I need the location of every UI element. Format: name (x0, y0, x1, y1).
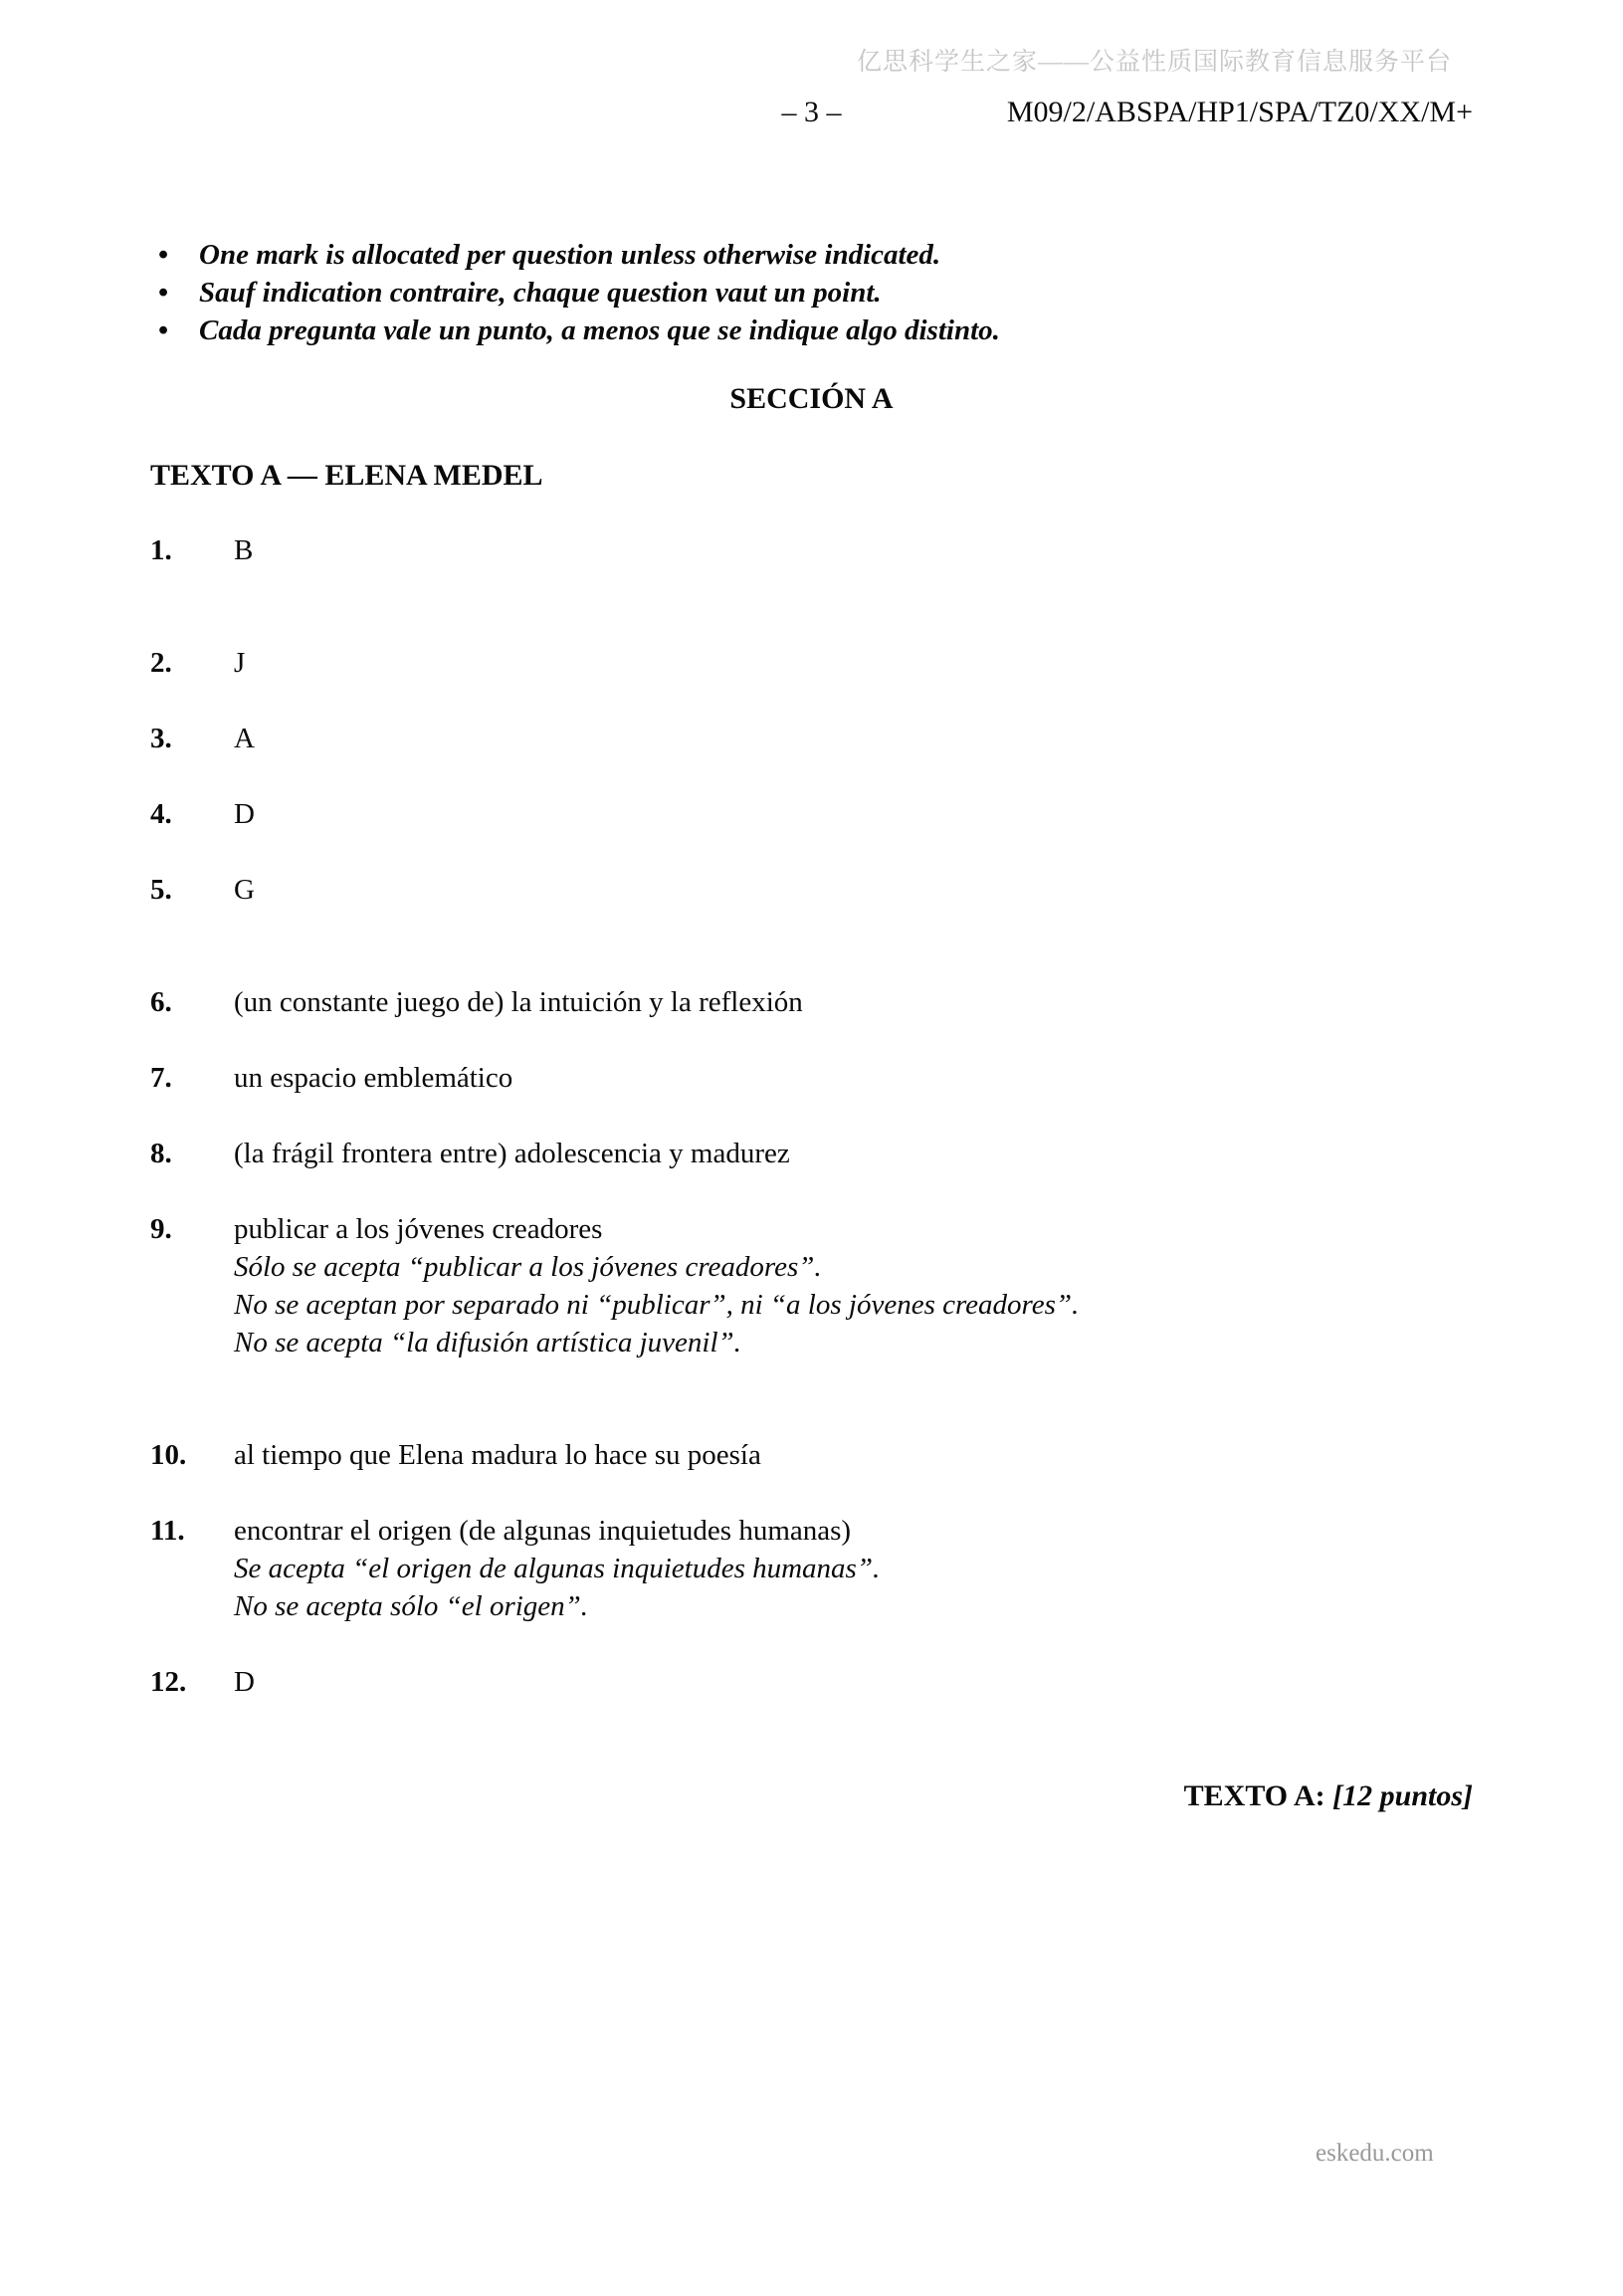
answer-note: Sólo se acepta “publicar a los jóvenes creadores”. (234, 1251, 822, 1283)
instruction-item: • Sauf indication contraire, chaque question vaut un point. (150, 274, 1473, 312)
footer-site-link: eskedu.com (1316, 2140, 1434, 2167)
answer-item (150, 871, 1473, 909)
instruction-item: • One mark is allocated per question unless otherwise indicated. (150, 236, 1473, 274)
total-line (150, 1777, 1473, 1815)
answer-item (150, 531, 1473, 569)
answer-text: G (234, 874, 255, 906)
answer-body (234, 871, 1473, 909)
answer-number: 1. (150, 534, 172, 566)
section-heading: SECCIÓN A (729, 382, 894, 415)
answer-body (234, 531, 1473, 569)
text-heading: TEXTO A — ELENA MEDEL (150, 459, 543, 492)
answer-item (150, 644, 1473, 682)
answer-number: 11. (150, 1515, 185, 1547)
answer-text: al tiempo que Elena madura lo hace su poesía (234, 1439, 761, 1471)
total-points: [12 puntos] (1332, 1779, 1473, 1812)
answer-number: 7. (150, 1062, 172, 1094)
answer-note: No se acepta sólo “el origen”. (234, 1590, 589, 1622)
answer-body (234, 1135, 1473, 1172)
answer-number: 5. (150, 874, 172, 906)
answer-text: B (234, 534, 254, 566)
answer-number: 9. (150, 1213, 172, 1245)
answer-note: Se acepta “el origen de algunas inquietudes humanas”. (234, 1553, 881, 1584)
answer-number: 10. (150, 1439, 187, 1471)
answer-text: publicar a los jóvenes creadores (234, 1213, 603, 1245)
answer-item (150, 1436, 1473, 1474)
instructions-list (150, 236, 1473, 349)
answer-text: D (234, 1666, 255, 1698)
answer-body (234, 1663, 1473, 1701)
answer-item (150, 720, 1473, 757)
answer-note: No se acepta “la difusión artística juvenil”. (234, 1327, 741, 1358)
answer-item (150, 795, 1473, 833)
answer-text: A (234, 723, 255, 754)
answer-body (234, 1512, 1473, 1625)
answer-text: J (234, 647, 246, 679)
answer-item (150, 1663, 1473, 1701)
answer-note: No se aceptan por separado ni “publicar”, ni “a los jóvenes creadores”. (234, 1289, 1080, 1321)
answer-body (234, 644, 1473, 682)
answer-item (150, 1210, 1473, 1361)
answer-number: 8. (150, 1138, 172, 1169)
answer-body (234, 795, 1473, 833)
answer-body (234, 983, 1473, 1021)
answer-body (234, 1436, 1473, 1474)
answer-text: un espacio emblemático (234, 1062, 513, 1094)
answer-body (234, 720, 1473, 757)
page-number: – 3 – (781, 96, 842, 128)
answer-item (150, 1135, 1473, 1172)
answer-text: (la frágil frontera entre) adolescencia y madurez (234, 1138, 790, 1169)
answer-number: 6. (150, 986, 172, 1018)
exam-code: M09/2/ABSPA/HP1/SPA/TZ0/XX/M+ (1006, 96, 1473, 128)
watermark-text: 亿思科学生之家——公益性质国际教育信息服务平台 (856, 49, 1452, 76)
answer-number: 12. (150, 1666, 187, 1698)
answer-number: 4. (150, 798, 172, 830)
instruction-item: • Cada pregunta vale un punto, a menos que se indique algo distinto. (150, 312, 1473, 349)
answer-body (234, 1059, 1473, 1097)
answer-item (150, 1512, 1473, 1625)
answers-list (150, 531, 1473, 1701)
answer-text: encontrar el origen (de algunas inquietudes humanas) (234, 1515, 852, 1547)
answer-text: D (234, 798, 255, 830)
answer-text: (un constante juego de) la intuición y la reflexión (234, 986, 803, 1018)
answer-item (150, 1059, 1473, 1097)
total-label: TEXTO A: (1183, 1779, 1325, 1812)
answer-number: 3. (150, 723, 172, 754)
answer-body (234, 1210, 1473, 1361)
answer-item (150, 983, 1473, 1021)
answer-number: 2. (150, 647, 172, 679)
